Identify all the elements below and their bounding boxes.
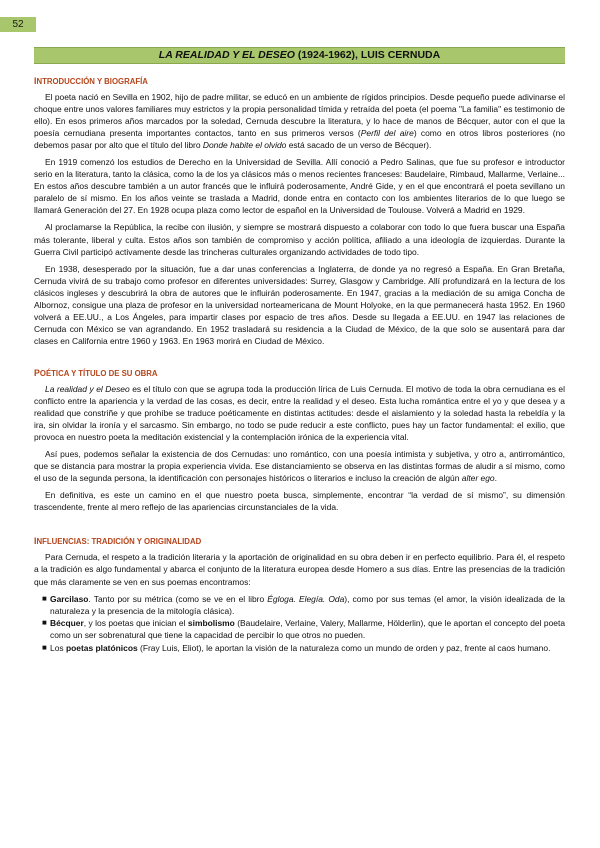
text: ), como por sus temas (el amor, la visión idealizada de la naturaleza y la presencia de la mitología clásica). (50, 593, 565, 616)
book-title: Égloga. Elegía. Oda (267, 593, 345, 604)
heading-rest: NFLUENCIAS: TRADICIÓN Y ORIGINALIDAD (36, 537, 202, 547)
text: , y los poetas que inician el (83, 618, 188, 629)
strong-term: simbolismo (187, 618, 235, 629)
strong-term: poetas platónicos (65, 642, 138, 653)
intro-paragraph-1 (34, 91, 565, 151)
list-item (42, 593, 565, 617)
text: Los (50, 642, 66, 653)
bullet-icon: ■ (42, 618, 47, 628)
title-rest: (1924-1962), LUIS CERNUDA (294, 49, 441, 61)
heading-rest: NTRODUCCIÓN Y BIOGRAFÍA (36, 77, 148, 86)
influencias-paragraph-1: Para Cernuda, el respeto a la tradición literaria y la aportación de originalidad en su obra deben ir en perfecto equilibrio. Para él, el respeto a la tradición es algo fundamental y abarca el conjunto de la literatura europea desde Homero a sus días. Entre las presencias de la tradición que más claramente se ven en sus poemas encontramos: (34, 552, 565, 587)
list-item (42, 642, 565, 654)
text: ) como en otros libros posteriores (no debemos pasar por alto que el título del libro (34, 128, 566, 151)
influences-list (34, 593, 565, 654)
heading-initial: P (34, 367, 40, 378)
section-heading-intro (34, 76, 565, 87)
text: . (494, 473, 497, 484)
italic-term: alter ego (461, 473, 495, 484)
title-italic: LA REALIDAD Y EL DESEO (158, 49, 295, 61)
text: (Fray Luis, Eliot), le aportan la visión de la naturaleza como un mundo de orden y paz, frente al caos humano. (137, 642, 551, 653)
intro-paragraph-2: En 1919 comenzó los estudios de Derecho en la Universidad de Sevilla. Allí conoció a Pedro Salinas, que fue su profesor e introductor serio en la literatura, tanto la clásica, como la de los ya clásicos más o menos recientes franceses: Baudelaire, Rimbaud, Mallarme, Verlaine... En estos años descubre también a un autor francés que le influirá poderosamente, André Gide, y en el que encontrará el poeta sevillano un paralelo de sí mismo. En los años veinte se traslada a Madrid, donde entra en contacto con los ambientes literarios de lo que luego se llamará Generación del 27. En 1928 ocupa plaza como lector de español en la Universidad de Toulouse. Volverá a Madrid en 1929. (34, 157, 565, 216)
text: El poeta nació en Sevilla en 1902, hijo de padre militar, se educó en un ambiente de rígidos principios. Desde pequeño puede adivinarse el choque entre unos valores familiares muy estrictos y la propia personalidad tímida y retraída del poeta (el poema "La familia" es testimonio de ello). En esos primeros años marcados por la soledad, Cernuda descubre la literatura, y lo hace de manos de Bécquer, autor con el que la poesía cernudiana presenta importantes contactos, tanto en sus primeros versos ( (34, 92, 565, 139)
list-item (42, 617, 565, 641)
book-title: La realidad y el Deseo (45, 383, 130, 394)
heading-rest: OÉTICA Y TÍTULO DE SU OBRA (39, 368, 158, 378)
strong-term: Garcilaso (50, 593, 89, 604)
text: Así pues, podemos señalar la existencia de dos Cernudas: uno romántico, con una poesía intimista y subjetiva, y otro a, antirromántico, que se distancia para mostrar la propia experiencia vivida. Ese distanciamiento se observa en las distintas formas de aludir a sí mismo, como el uso de la segunda persona, la identificación con personajes históricos o literarios e incluso la creación de algún (34, 449, 565, 484)
poetica-paragraph-3: En definitiva, es este un camino en el que nuestro poeta busca, simplemente, encontrar “la verdad de sí mismo”, su dimensión trascendente, frente al mero reflejo de las apariencias circunstanciales de la vida. (34, 490, 565, 513)
bullet-icon: ■ (42, 593, 47, 603)
book-title: Donde habite el olvido (202, 140, 287, 151)
intro-paragraph-3: Al proclamarse la República, la recibe con ilusión, y siempre se mostrará dispuesto a colaborar con todo lo que fuera buscar una España más tolerante, liberal y culta. Estos años son también de compromiso y acción política, afiliado a una ideología de izquierdas. Durante la Guerra Civil participó activamente desde las trincheras culturales organizando actividades de todo tipo. (34, 222, 565, 257)
strong-term: Bécquer (50, 618, 84, 629)
text: es el título con que se agrupa toda la producción lírica de Luis Cernuda. El motivo de toda la obra cernudiana es el conflicto entre la apariencia y la verdad de las cosas, es decir, entre la realidad y el deseo. Esta lucha romántica entre el yo y que desea y a realidad que constriñe y que prohíbe se traduce poéticamente en distintas actitudes: desde el aislamiento y la soledad hasta la rebeldía y la ira, sin olvidar la ironía y el sarcasmo. Sin embargo, no todo se pude reducir a este conflicto, pues hay un factor fundamental: el exilio, que provoca en nuestro poeta la meditación existencial y la contemplación irónica de la experiencia vital. (34, 383, 565, 443)
poetica-paragraph-2 (34, 448, 565, 484)
page-number: 52 (0, 17, 36, 32)
heading-initial: I (34, 76, 37, 86)
intro-paragraph-4: En 1938, desesperado por la situación, fue a dar unas conferencias a Inglaterra, de donde ya no regresó a España. En Gran Bretaña, Cernuda vivirá de su trabajo como profesor en diferentes universidades: Surrey, Glasgow y Cambridge. Allí profundizará en la lectura de los clásicos ingleses y descubrirá la obra de autores que le influirán poderosamente. En 1947, gracias a la mediación de su amiga Concha de Albornoz, consigue una plaza de profesor en la universidad norteamericana de Mount Holyoke, en la que permanecerá hasta 1952. En 1960 volverá a EE.UU., a Los Ángeles, para impartir clases por espacio de tres años. Desde su llegada a EE.UU. en 1947 las relaciones de Cernuda con México se van agrandando. En 1952 trasladará su residencia a la Ciudad de México, de la que solo se ausentará para dar clases en California entre 1960 y 1963. En 1963 morirá en Ciudad de México. (34, 263, 565, 346)
heading-initial: I (34, 536, 37, 547)
bullet-icon: ■ (42, 642, 47, 652)
book-title: Perfil del aire (360, 128, 414, 139)
text: . Tanto por su métrica (como se ve en el libro (88, 593, 268, 604)
poetica-paragraph-1 (34, 383, 565, 443)
text: está sacado de un verso de Bécquer). (286, 140, 432, 151)
page-title (34, 47, 565, 64)
text: (Baudelaire, Verlaine, Valery, Mallarme, Hölderlin), que le aportan el concepto del poeta como un ser sobrenatural que tiene la capacidad de percibir lo que otros no pueden. (50, 618, 566, 641)
section-heading-poetica (34, 368, 565, 379)
document-body (34, 70, 565, 654)
section-heading-influencias (34, 536, 565, 547)
